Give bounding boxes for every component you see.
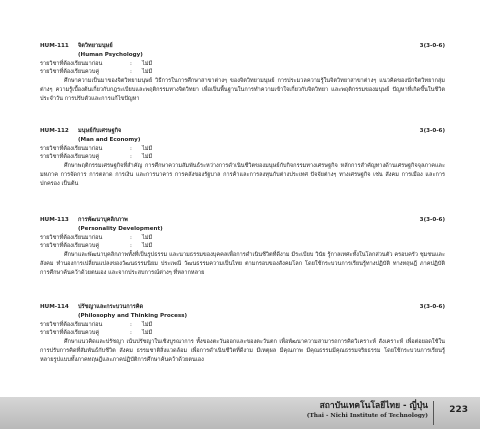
institute-name-english: (Thai - Nichi Institute of Technology) [306,413,428,419]
prerequisite-label: รายวิชาที่ต้องเรียนมาก่อน [40,145,103,152]
page-footer [0,397,480,429]
colon: : [130,69,132,76]
prerequisite-value: ไม่มี [142,321,153,328]
prerequisite-row [40,234,445,243]
prerequisite-row [40,145,445,154]
colon: : [130,145,132,152]
prerequisite-value: ไม่มี [142,60,153,67]
course-header [40,42,445,51]
course-title-thai: ปรัชญาและกระบวนการคิด [78,304,144,310]
course-header [40,303,445,312]
course-title-english: (Personality Development) [78,225,163,232]
course-description: ศึกษาความเป็นมาของจิตวิทยามนุษย์ วิธีการในการศึกษาสาขาต่างๆ ของจิตวิทยามนุษย์ การประมวลความรู้ในจิตวิทยาสาขาต่างๆ แนวคิดของนักจิตวิทยากลุ่มต่างๆ ความรู้เบื้องต้นเกี่ยวกับกฎระเบียบและพฤติกรรมทางจิตวิทยา เพื่อเป็นพื้นฐานในการทำความเข้าใจเกี่ยวกับจิตวิทยา และพฤติกรรมของมนุษย์ ปัญหาที่เกิดขึ้นในชีวิตประจำวัน การปรับตัวและการแก้ไขปัญหา [40,78,445,102]
corequisite-value: ไม่มี [142,154,153,161]
corequisite-row [40,153,445,162]
course-description: ศึกษาแนวคิดและปรัชญา เน้นปรัชญาในเชิงบูรณาการ ทั้งของตะวันออกและของตะวันตก เพื่อพัฒนาความสามารถการคิดวิเคราะห์ สังเคราะห์ เพื่อต่อยอดใช้ในการปรับการคิดที่สัมพันธ์กับชีวิต สังคม ธรรมชาติสิ่งแวดล้อม เพื่อการดำเนินชีวิตที่ดีงาม มีเหตุผล มีคุณภาพ มีคุณธรรมมีคุณธรรมจริยธรรม โดยใช้กระบวนการเรียนรู้หลายรูปแบบทั้งภาคทฤษฎีและภาคปฏิบัติการศึกษาค้นคว้าด้วยตนเอง [40,339,445,363]
course-description: ศึกษาและพัฒนาบุคลิกภาพทั้งที่เป็นรูปธรรม และนามธรรมของบุคคลเพื่อการดำเนินชีวิตที่ดีงาม มีระเบียบ วินัย รู้กาลเทศะทั้งในโลกส่วนตัว ครอบครัว ชุมชนและสังคม ทำนองการเปลี่ยนแปลงของวัฒนธรรมนิยม ประเพณี วัฒนธรรมความเป็นไทย ตามกรอบของสังคมโลก โดยใช้กระบวนการเรียนรู้ทางปฏิบัติ ทางทฤษฎี ภาคปฏิบัติ การศึกษาค้นคว้าด้วยตนเอง และจากประสบการณ์ต่างๆ ที่หลากหลาย [40,252,445,276]
course-title-english: (Man and Economy) [78,136,141,143]
course-credits: 3(3-0-6) [419,43,445,49]
prerequisite-value: ไม่มี [142,234,153,241]
corequisite-value: ไม่มี [142,330,153,337]
course-credits: 3(3-0-6) [419,217,445,223]
colon: : [130,234,132,241]
course-header [40,216,445,225]
course-title-thai: มนุษย์กับเศรษฐกิจ [78,128,122,134]
prerequisite-label: รายวิชาที่ต้องเรียนมาก่อน [40,60,103,67]
corequisite-row [40,68,445,77]
footer-divider [433,401,434,425]
corequisite-value: ไม่มี [142,69,153,76]
corequisite-row [40,242,445,251]
course-title-thai: การพัฒนาบุคลิกภาพ [78,217,128,223]
prerequisite-row [40,321,445,330]
course-code: HUM-111 [40,43,69,49]
corequisite-label: รายวิชาที่ต้องเรียนควบคู่ [40,69,100,76]
colon: : [130,321,132,328]
colon: : [130,330,132,337]
corequisite-label: รายวิชาที่ต้องเรียนควบคู่ [40,243,100,250]
prerequisite-row [40,60,445,69]
course-credits: 3(3-0-6) [419,304,445,310]
corequisite-value: ไม่มี [142,243,153,250]
colon: : [130,60,132,67]
course-code: HUM-113 [40,217,69,223]
prerequisite-label: รายวิชาที่ต้องเรียนมาก่อน [40,321,103,328]
course-hum-114 [40,303,445,365]
prerequisite-label: รายวิชาที่ต้องเรียนมาก่อน [40,234,103,241]
corequisite-row [40,329,445,338]
course-hum-111 [40,42,445,104]
page-number: 223 [449,405,468,415]
course-code: HUM-112 [40,128,69,134]
footer-institute [307,401,428,420]
prerequisite-value: ไม่มี [142,145,153,152]
course-description: ศึกษาพฤติกรรมเศรษฐกิจที่สำคัญ การศึกษาความสัมพันธ์ระหว่างการดำเนินชีวิตของมนุษย์กับกิจกรรมทางเศรษฐกิจ หลักการสำคัญทางด้านเศรษฐกิจจุลภาคและมหภาค การจัดการ การตลาด การเงิน และการนาคาร การคลังของรัฐบาล การค้าและการลงทุนกับต่างประเทศ ปัจจัยต่างๆ ทางเศรษฐกิจ เช่น สังคม การเมือง และการปกครอง เป็นต้น [40,163,445,187]
course-hum-113 [40,216,445,278]
course-title-thai: จิตวิทยามนุษย์ [78,43,113,49]
colon: : [130,243,132,250]
corequisite-label: รายวิชาที่ต้องเรียนควบคู่ [40,154,100,161]
course-credits: 3(3-0-6) [419,128,445,134]
colon: : [130,154,132,161]
course-title-english: (Philosophy and Thinking Process) [78,312,188,319]
course-hum-112 [40,127,445,189]
course-header [40,127,445,136]
course-code: HUM-114 [40,304,69,310]
institute-name-thai: สถาบันเทคโนโลยีไทย - ญี่ปุ่น [319,401,428,411]
course-title-english: (Human Psychology) [78,51,143,58]
corequisite-label: รายวิชาที่ต้องเรียนควบคู่ [40,330,100,337]
